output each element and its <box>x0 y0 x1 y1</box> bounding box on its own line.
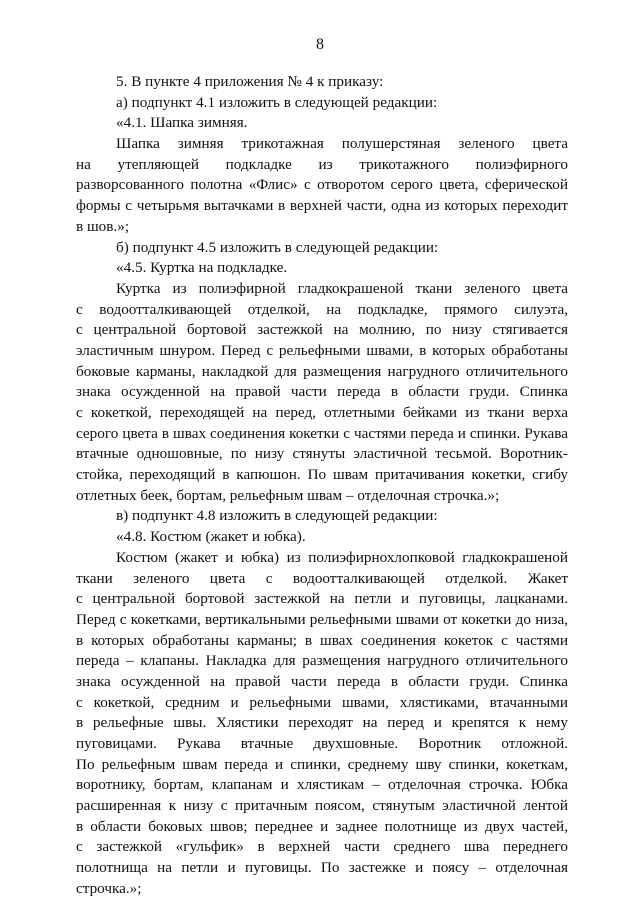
text-line: серого цвета в швах соединения кокетки с частями переда и спинки. Рукава <box>76 424 568 442</box>
text-line: Куртка из полиэфирной гладкокрашеной ткани зеленого цвета <box>116 279 568 297</box>
text-line: с водоотталкивающей отделкой, на подкладке, прямого силуэта, <box>76 300 568 318</box>
text-line: втачные одношовные, по низу стянуты эластичной тесьмой. Воротник- <box>76 445 568 463</box>
text-line: в) подпункт 4.8 изложить в следующей редакции: <box>116 507 438 525</box>
text-line: «4.1. Шапка зимняя. <box>116 114 248 132</box>
text-line: Шапка зимняя трикотажная полушерстяная зеленого цвета <box>116 135 568 153</box>
text-line: переда – клапаны. Накладка для размещения нагрудного отличительного <box>76 652 568 670</box>
text-line: б) подпункт 4.5 изложить в следующей редакции: <box>116 238 439 256</box>
document-body <box>76 72 568 900</box>
text-line: эластичным шнуром. Перед с рельефными швами, в которых обработаны <box>76 341 568 359</box>
text-line: в которых обработаны карманы; в швах соединения кокеток с частями <box>76 631 568 649</box>
text-line: знака осужденной на правой части переда в области груди. Спинка <box>76 383 568 401</box>
text-line: стойка, переходящий в капюшон. По швам притачивания кокетки, сгибу <box>76 466 568 484</box>
text-line: ткани зеленого цвета с водоотталкивающей отделкой. Жакет <box>76 569 568 587</box>
text-line: боковые карманы, накладкой для размещения нагрудного отличительного <box>76 362 568 380</box>
text-line: с застежкой «гульфик» в верхней части среднего шва переднего <box>76 838 568 856</box>
text-line: с кокеткой, средним и рельефными швами, хлястиками, втачанными <box>76 693 568 711</box>
text-line: Перед с кокетками, вертикальными рельефными швами от кокетки до низа, <box>76 610 568 628</box>
text-line: а) подпункт 4.1 изложить в следующей редакции: <box>116 93 438 111</box>
text-line: разворсованного полотна «Флис» с отворотом серого цвета, сферической <box>76 176 568 194</box>
text-line: Костюм (жакет и юбка) из полиэфирнохлопковой гладкокрашеной <box>116 548 568 566</box>
text-line: «4.8. Костюм (жакет и юбка). <box>116 528 306 546</box>
text-line: в шов.»; <box>76 217 130 235</box>
text-line: строчка.»; <box>76 879 142 897</box>
text-line: на утепляющей подкладке из трикотажного полиэфирного <box>76 155 568 173</box>
text-line: отлетных беек, бортам, рельефным швам – отделочная строчка.»; <box>76 486 500 504</box>
text-line: знака осужденной на правой части переда в области груди. Спинка <box>76 672 568 690</box>
text-line: 5. В пункте 4 приложения № 4 к приказу: <box>116 73 384 90</box>
text-line: По рельефным швам переда и спинки, среднему шву спинки, кокеткам, <box>76 755 568 773</box>
text-line: пуговицами. Рукава втачные двухшовные. Воротник отложной. <box>76 735 568 752</box>
text-line: с центральной бортовой застежкой на петли и пуговицы, лацканами. <box>76 590 568 608</box>
text-line: с кокеткой, переходящей на перед, отлетными бейками из ткани верха <box>76 404 568 421</box>
text-line: расширенная к низу с притачным поясом, стянутым эластичной лентой <box>76 797 568 815</box>
text-line: с центральной бортовой застежкой на молнию, по низу стягивается <box>76 321 568 339</box>
text-line: полотнища на петли и пуговицы. По застежке и поясу – отделочная <box>76 859 568 877</box>
text-line: «4.5. Куртка на подкладке. <box>116 259 288 277</box>
page-number: 8 <box>316 36 324 53</box>
text-line: в рельефные швы. Хлястики переходят на перед и крепятся к нему <box>76 714 568 732</box>
text-line: формы с четырьмя вытачками в верхней части, одна из которых переходит <box>76 197 568 215</box>
text-line: в области боковых швов; переднее и заднее полотнище из двух частей, <box>76 817 568 835</box>
text-line: воротнику, бортам, клапанам и хлястикам – отделочная строчка. Юбка <box>76 776 568 794</box>
